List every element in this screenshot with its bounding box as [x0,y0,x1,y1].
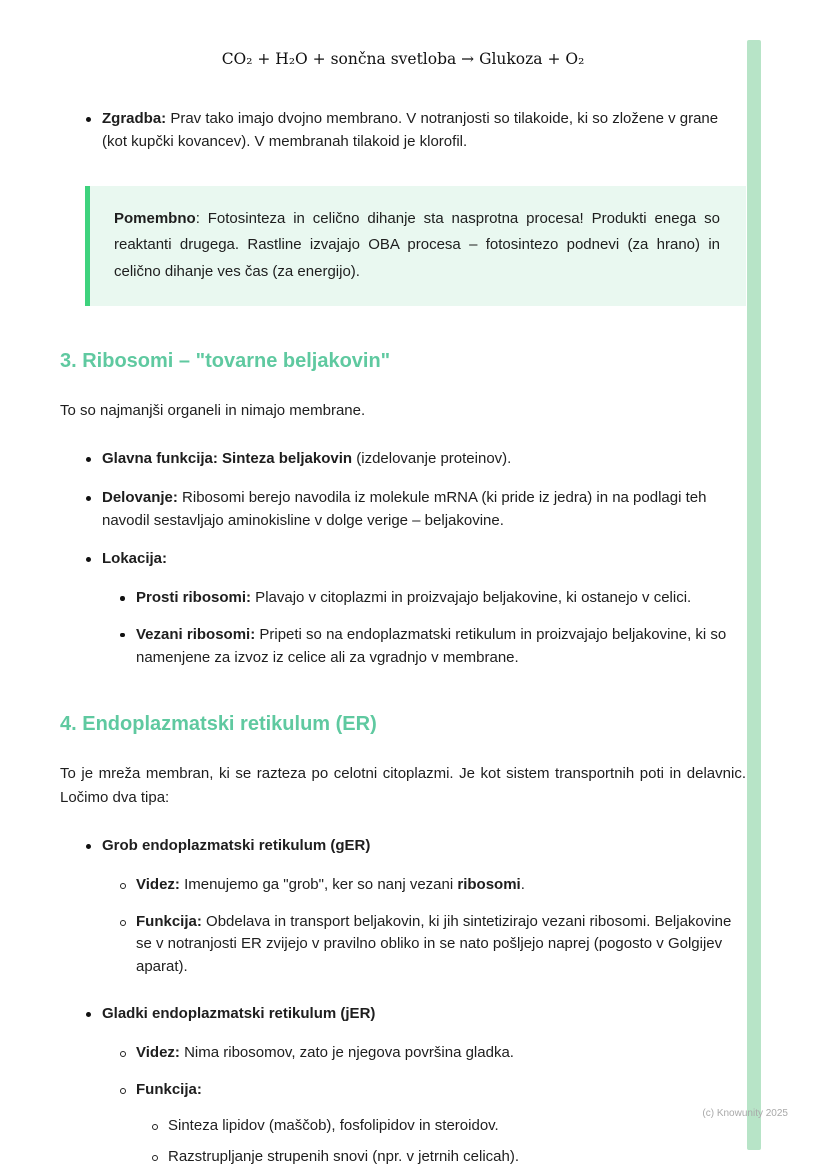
prosti-label: Prosti ribosomi: [136,589,252,607]
list-item-jer-title [86,1003,746,1026]
jer-sublist [60,1042,746,1169]
list-item-delovanje [86,487,746,533]
bullet-disc-icon [86,487,102,501]
list-item-text [102,487,746,533]
ger-sublist [60,874,746,979]
list-item-jer-videz [120,1042,746,1065]
vezani-label: Vezani ribosomi: [136,625,256,643]
delovanje-label: Delovanje: [102,488,178,506]
list-item-text [102,1003,746,1026]
section-3-list [60,448,746,670]
callout-text: : Fotosinteza in celično dihanje sta nasprotna procesa! Produkti enega so reaktanti drugega. Rastline izvajajo OBA procesa – fotosintezo podnevi (za hrano) in celično dihanje ves čas (za energijo). [114,209,720,280]
section-4-list [60,835,746,1169]
list-item-text [136,587,746,610]
list-item-text [102,835,746,858]
jer-funkcija-sublist [60,1115,746,1169]
list-item-zgradba [86,108,746,154]
bullet-circle-icon [120,874,136,889]
list-item-jer-funkcija [120,1079,746,1102]
list-item-glavna-funkcija [86,448,746,471]
ger-funkcija-label: Funkcija: [136,912,202,930]
document-content [60,0,746,1171]
list-item-sinteza-lipidov [152,1115,746,1138]
ger-funkcija-text: Obdelava in transport beljakovin, ki jih sintetizirajo vezani ribosomi. Beljakovine se v notranjosti ER zvijejo v pravilno obliko in se nato pošljejo naprej (pogosto v Golgijev aparat). [136,912,732,976]
copyright-notice: (c) Knowunity 2025 [702,1108,788,1119]
list-item-text: Sinteza lipidov (maščob), fosfolipidov in steroidov. [168,1117,499,1135]
list-item-lokacija [86,548,746,571]
bullet-circle-icon [120,911,136,926]
callout-label: Pomembno [114,209,196,227]
ger-videz-bold2: ribosomi [457,875,521,893]
ger-title: Grob endoplazmatski retikulum (gER) [102,836,371,854]
bullet-circle-icon [152,1115,168,1130]
list-item-text: Razstrupljanje strupenih snovi (npr. v jetrnih celicah). [168,1148,519,1166]
bullet-disc-icon [86,835,102,849]
list-item-text [136,874,746,897]
list-item-ger-videz [120,874,746,897]
section-4-intro: To je mreža membran, ki se razteza po celotni citoplazmi. Je kot sistem transportnih poti in delavnic. Ločimo dva tipa: [60,765,746,806]
bullet-circle-icon [120,1079,136,1094]
zgradba-text: Prav tako imajo dvojno membrano. V notranjosti so tilakoide, ki so zložene v grane (kot kupčki kovancev). V membranah tilakoid je klorofil. [102,110,719,150]
bullet-disc-icon [120,624,136,638]
lokacija-sublist [60,587,746,669]
zgradba-label: Zgradba: [102,110,167,127]
prosti-text: Plavajo v citoplazmi in proizvajajo beljakovine, ki ostanejo v celici. [251,589,692,607]
ger-videz-label: Videz: [136,875,180,893]
page-edge-strip [747,40,761,1150]
ger-videz-text: Imenujemo ga "grob", ker so nanj vezani [179,875,458,893]
list-item-ger-title [86,835,746,858]
list-item-text [136,911,746,979]
delovanje-text: Ribosomi berejo navodila iz molekule mRNA (ki pride iz jedra) in na podlagi teh navodil sestavljajo aminokisline v dolge verige – beljakovine. [102,488,707,529]
glavna-text: (izdelovanje proteinov). [352,449,512,467]
list-item-text [136,1079,746,1102]
list-item-text [102,448,746,471]
chemical-formula: CO₂ + H₂O + sončna svetloba → Glukoza + O₂ [221,50,585,68]
bullet-disc-icon [86,1003,102,1017]
bullet-disc-icon [86,448,102,462]
jer-videz-text: Nima ribosomov, zato je njegova površina gladka. [179,1043,514,1061]
jer-title: Gladki endoplazmatski retikulum (jER) [102,1004,376,1022]
list-item-prosti-ribosomi [120,587,746,610]
jer-funkcija-label: Funkcija: [136,1080,202,1098]
list-item-razstrupljanje [152,1146,746,1169]
glavna-label: Glavna funkcija: Sinteza beljakovin [102,449,353,467]
list-item-text [136,624,746,670]
bullet-disc-icon [86,108,102,122]
bullet-circle-icon [152,1146,168,1161]
jer-videz-label: Videz: [136,1043,180,1061]
list-item-text [136,1042,746,1065]
bullet-disc-icon [120,587,136,601]
list-item-text [102,548,746,571]
lokacija-label: Lokacija: [102,550,168,568]
section-3-intro: To so najmanjši organeli in nimajo membrane. [60,401,366,419]
callout-box [85,186,746,306]
ger-videz-text2: . [520,875,525,893]
bullet-circle-icon [120,1042,136,1057]
section-4-heading: 4. Endoplazmatski retikulum (ER) [60,713,377,736]
list-item-ger-funkcija [120,911,746,979]
bullet-disc-icon [86,548,102,562]
list-item-text [102,108,746,154]
vezani-text: Pripeti so na endoplazmatski retikulum in proizvajajo beljakovine, ki so namenjene za izvoz iz celice ali za vgradnjo v membrane. [136,625,727,666]
list-item-vezani-ribosomi [120,624,746,670]
section-3-heading: 3. Ribosomi – "tovarne beljakovin" [60,349,391,372]
